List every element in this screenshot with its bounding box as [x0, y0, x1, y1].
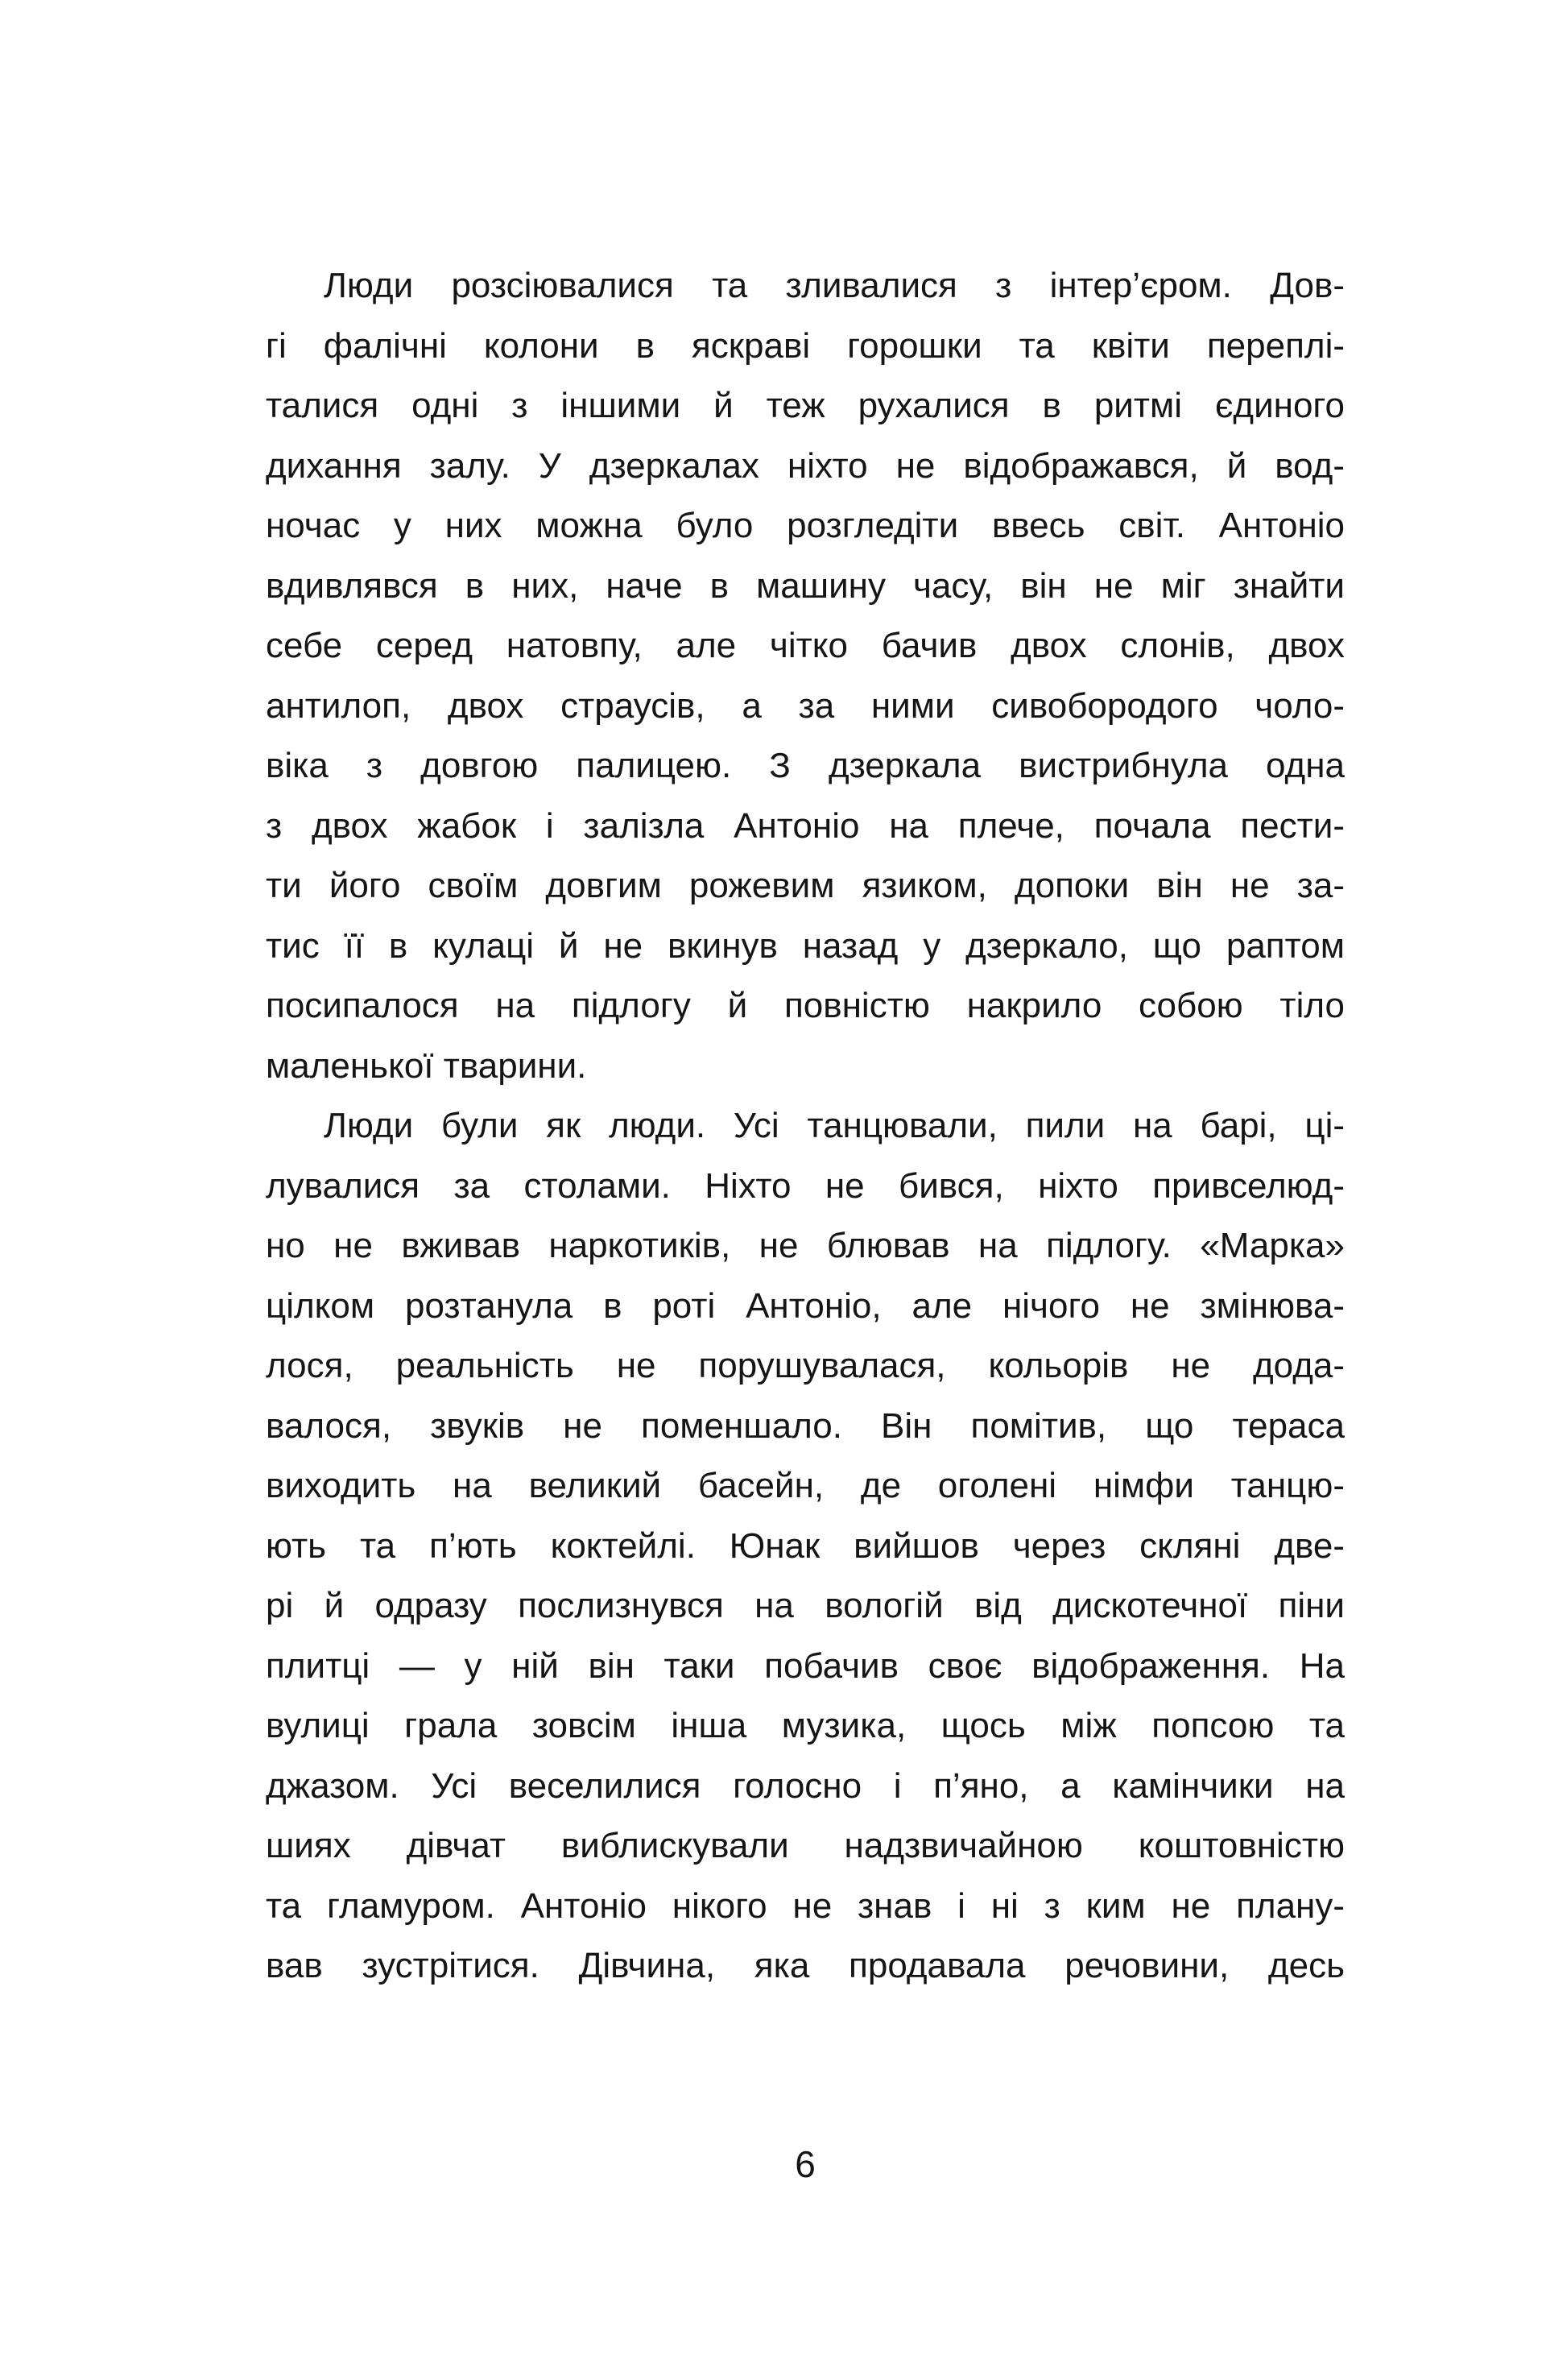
- text-line: валося, звуків не поменшало. Він помітив, що тераса: [266, 1405, 1345, 1446]
- text-line: Люди були як люди. Усі танцювали, пили на барі, ці-: [324, 1106, 1345, 1145]
- text-line: вдивлявся в них, наче в машину часу, він не міг знайти: [266, 565, 1345, 606]
- page-text: [266, 256, 1345, 1997]
- text-line: ночас у них можна було розгледіти ввесь світ. Антоніо: [266, 506, 1345, 545]
- text-line: з двох жабок і залізла Антоніо на плече, почала пести-: [266, 805, 1345, 846]
- page-number: 6: [795, 2143, 816, 2185]
- text-line: лося, реальність не порушувалася, кольорів не дода-: [266, 1346, 1345, 1385]
- text-line: гі фалічні колони в яскраві горошки та квіти переплі-: [266, 325, 1345, 366]
- text-line: віка з довгою палицею. З дзеркала вистрибнула одна: [266, 746, 1345, 785]
- text-line: дихання залу. У дзеркалах ніхто не відображався, й вод-: [266, 445, 1345, 486]
- text-line: тис її в кулаці й не вкинув назад у дзеркало, що раптом: [266, 925, 1345, 966]
- text-line: вулиці грала зовсім інша музика, щось між попсою та: [266, 1706, 1345, 1745]
- text-line: плитці — у ній він таки побачив своє відображення. На: [266, 1645, 1345, 1686]
- text-line: себе серед натовпу, але чітко бачив двох слонів, двох: [266, 626, 1345, 665]
- text-line: вав зустрітися. Дівчина, яка продавала речовини, десь: [266, 1946, 1345, 1985]
- text-line: виходить на великий басейн, де оголені німфи танцю-: [266, 1466, 1345, 1505]
- text-line: ти його своїм довгим рожевим язиком, допоки він не за-: [266, 866, 1345, 905]
- text-line: джазом. Усі веселилися голосно і п’яно, а камінчики на: [266, 1765, 1345, 1806]
- text-line: ють та п’ють коктейлі. Юнак вийшов через скляні две-: [266, 1525, 1345, 1566]
- text-line: но не вживав наркотиків, не блював на підлогу. «Марка»: [266, 1226, 1345, 1265]
- text-line: Люди розсіювалися та зливалися з інтер’єром. Дов-: [324, 266, 1345, 305]
- text-line: рі й одразу послизнувся на вологій від дискотечної піни: [266, 1586, 1345, 1625]
- text-line: та гламуром. Антоніо нікого не знав і ні з ким не плану-: [266, 1885, 1345, 1926]
- text-line: шиях дівчат виблискували надзвичайною коштовністю: [266, 1826, 1345, 1865]
- text-line: талися одні з іншими й теж рухалися в ритмі єдиного: [266, 386, 1345, 425]
- text-line: посипалося на підлогу й повністю накрило собою тіло: [266, 986, 1345, 1025]
- text-line: цілком розтанула в роті Антоніо, але нічого не змінюва-: [266, 1285, 1345, 1326]
- text-line: лувалися за столами. Ніхто не бився, ніхто привселюд-: [266, 1165, 1345, 1206]
- text-line: маленької тварини.: [266, 1045, 587, 1086]
- text-line: антилоп, двох страусів, а за ними сивобородого чоло-: [266, 685, 1345, 726]
